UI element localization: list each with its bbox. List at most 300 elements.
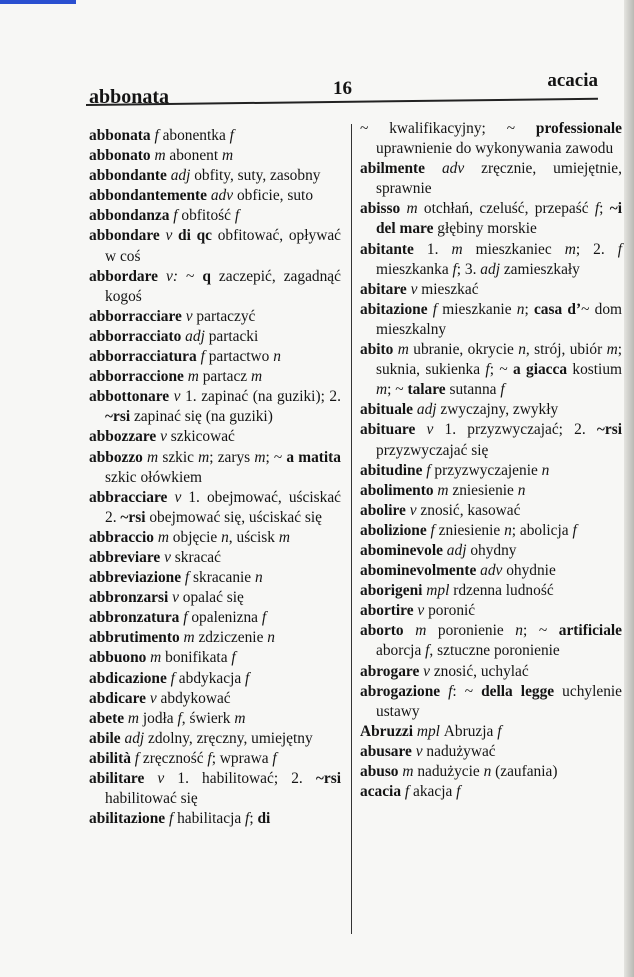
entry-translation: zdziczenie <box>198 629 268 647</box>
dictionary-entry <box>360 420 622 460</box>
entry-translation: szkicować <box>170 428 235 446</box>
entry-grammar-label: f <box>234 207 240 225</box>
dictionary-entry <box>360 501 622 521</box>
entry-translation: skracać <box>174 548 221 566</box>
dictionary-entry <box>89 267 341 307</box>
entry-grammar-label: m <box>157 528 173 546</box>
dictionary-entry <box>89 166 341 186</box>
entry-translation: 1. <box>426 240 452 258</box>
entry-grammar-label: m <box>198 448 210 466</box>
entry-headword: abdicare <box>89 689 150 707</box>
entry-grammar-label: n <box>267 629 275 647</box>
entry-grammar-label: f <box>456 783 461 801</box>
right-column <box>360 119 622 802</box>
entry-translation: aborcja <box>376 642 426 660</box>
dictionary-entry <box>360 159 622 199</box>
entry-translation: mieszkanie <box>442 300 517 318</box>
entry-phrase: della legge <box>481 682 563 700</box>
entry-phrase: q <box>202 267 219 285</box>
column-divider <box>351 124 352 934</box>
entry-headword: abbonato <box>89 147 155 165</box>
entry-grammar-label: adj <box>185 327 209 345</box>
entry-translation: , sztuczne poronienie <box>429 642 560 660</box>
entry-headword: abrogare <box>360 662 424 680</box>
entry-translation: obfitość <box>181 207 235 225</box>
entry-grammar-label: f <box>426 461 435 479</box>
entry-headword: abbonata <box>89 127 155 144</box>
entry-grammar-label: f <box>245 669 250 687</box>
entry-translation: ; <box>524 300 534 318</box>
entry-grammar-label: m <box>150 649 166 667</box>
dictionary-entry <box>360 541 622 561</box>
entry-grammar-label: v <box>165 227 179 245</box>
entry-grammar-label: m <box>415 622 438 640</box>
entry-translation: (zaufania) <box>495 763 558 780</box>
entry-grammar-label: f <box>432 300 443 318</box>
entry-translation: abonentka <box>162 127 230 144</box>
entry-headword: abituare <box>360 421 427 439</box>
entry-phrase: ~rsi <box>120 508 150 526</box>
entry-grammar-label: f <box>168 810 178 828</box>
entry-grammar-label: f <box>572 521 577 539</box>
entry-grammar-label: v <box>423 662 434 680</box>
entry-grammar-label: f <box>170 669 179 687</box>
entry-headword: abbracciare <box>89 488 175 506</box>
entry-headword: abrogazione <box>360 682 449 700</box>
dictionary-entry <box>360 722 622 742</box>
entry-headword: aborto <box>360 622 416 640</box>
dictionary-entry <box>360 601 622 621</box>
entry-headword: abitazione <box>360 300 433 318</box>
dictionary-entry <box>360 782 622 802</box>
entry-translation: obficie, suto <box>236 187 314 205</box>
entry-headword: abbronzarsi <box>89 589 173 607</box>
entry-headword: abbraccio <box>89 528 158 546</box>
entry-grammar-label: m <box>187 368 203 386</box>
dictionary-entry <box>89 749 341 769</box>
entry-grammar-label: f <box>183 609 192 627</box>
entry-translation: ; <box>599 200 610 218</box>
page-edge-shadow <box>624 0 634 977</box>
entry-translation: poronić <box>428 602 476 620</box>
entry-translation: partacz <box>202 368 251 386</box>
entry-grammar-label: mpl <box>426 582 454 600</box>
entry-phrase: casa d’ <box>533 300 582 318</box>
entry-grammar-label: f <box>430 521 439 539</box>
entry-translation: zniesienie <box>438 521 505 539</box>
entry-headword: abitante <box>360 240 427 258</box>
dictionary-entry <box>89 146 341 166</box>
dictionary-entry <box>89 709 341 729</box>
dictionary-entry <box>89 628 341 648</box>
entry-translation: abonent <box>169 147 222 165</box>
entry-grammar-label: m <box>154 147 170 165</box>
entry-grammar-label: f <box>134 749 143 767</box>
entry-grammar-label: m <box>221 147 234 165</box>
dictionary-entry <box>89 126 341 146</box>
dictionary-entry <box>89 226 341 266</box>
entry-grammar-label: m <box>183 629 199 647</box>
entry-grammar-label: n <box>221 528 229 546</box>
dictionary-entry <box>89 186 341 206</box>
entry-translation: , świerk <box>181 709 235 727</box>
entry-phrase: ~rsi <box>596 421 622 439</box>
entry-grammar-label: f <box>173 207 182 225</box>
entry-grammar-label: adj <box>480 260 504 278</box>
entry-grammar-label: v <box>409 501 421 519</box>
entry-translation: ; <box>249 810 258 828</box>
entry-headword: abbondante <box>89 167 171 185</box>
entry-grammar-label: m <box>278 528 290 546</box>
entry-translation: obfity, suty, zasobny <box>194 167 321 185</box>
dictionary-entry <box>89 669 341 689</box>
dictionary-entry <box>360 340 622 400</box>
entry-grammar-label: f <box>404 783 413 801</box>
entry-translation: znosić, kasować <box>420 501 521 519</box>
entry-translation: kostium <box>572 361 622 379</box>
entry-grammar-label: f <box>261 609 267 627</box>
entry-headword: abitare <box>360 280 411 298</box>
entry-grammar-label: v <box>172 589 183 607</box>
entry-translation: akacja <box>413 783 457 801</box>
entry-headword: abominevole <box>360 541 447 559</box>
entry-headword: abete <box>89 709 128 727</box>
entry-grammar-label: adv <box>210 187 237 205</box>
entry-translation: sutanna <box>449 381 501 399</box>
entry-grammar-label: v <box>173 388 186 406</box>
entry-translation: ; abolicja <box>511 521 573 539</box>
entry-headword: abilmente <box>360 160 442 178</box>
entry-grammar-label: v <box>164 548 175 566</box>
entry-grammar-label: m <box>606 341 618 359</box>
entry-translation: habilitować się <box>105 790 198 808</box>
entry-headword: abolire <box>360 501 410 519</box>
entry-phrase: professionale <box>535 120 622 137</box>
entry-translation: , uścisk <box>228 528 279 546</box>
entry-headword: abortire <box>360 602 418 620</box>
dictionary-entry <box>89 689 341 709</box>
dictionary-entry <box>89 528 341 548</box>
entry-phrase: ~rsi <box>105 408 134 426</box>
entry-translation: przyzwyczajać się <box>376 441 489 459</box>
top-edge-mark <box>0 0 76 4</box>
entry-headword: abbrutimento <box>89 629 184 647</box>
entry-translation: zamieszkały <box>503 260 580 278</box>
entry-headword: abborracciatura <box>89 348 201 366</box>
dictionary-entry <box>89 568 341 588</box>
entry-phrase: ~i del mare <box>376 200 622 238</box>
entry-translation: głębiny morskie <box>437 220 537 238</box>
entry-grammar-label: f <box>272 749 277 767</box>
entry-grammar-label: f <box>485 361 490 379</box>
entry-grammar-label: m <box>251 368 263 386</box>
dictionary-entry <box>360 742 622 762</box>
entry-headword: abolimento <box>360 481 438 499</box>
entry-translation: nadużywać <box>426 742 496 760</box>
dictionary-entry <box>360 561 622 581</box>
entry-grammar-label: v <box>149 689 161 707</box>
dictionary-entry <box>360 762 622 782</box>
entry-grammar-label: m <box>451 240 476 258</box>
entry-grammar-label: f <box>231 649 236 667</box>
dictionary-entry <box>360 240 622 280</box>
entry-translation: opalać się <box>182 589 244 607</box>
entry-translation: uchylenie ustawy <box>376 682 622 720</box>
dictionary-entry <box>360 119 622 159</box>
dictionary-entry <box>89 729 341 749</box>
entry-headword: abbordare <box>89 267 166 285</box>
dictionary-entry <box>360 400 622 420</box>
entry-grammar-label: f <box>594 200 600 218</box>
entry-translation: szkic <box>162 448 199 466</box>
dictionary-entry <box>89 809 341 829</box>
entry-translation: ~ dom mieszkalny <box>376 300 623 338</box>
entry-translation: zniesienie <box>452 481 518 499</box>
entry-headword: abisso <box>360 200 407 218</box>
entry-grammar-label: v: <box>166 267 186 285</box>
entry-phrase: a matita <box>286 448 341 466</box>
entry-translation: poronienie <box>437 622 516 640</box>
entry-translation: ohydny <box>470 541 517 559</box>
entry-headword: abborraccione <box>89 368 188 386</box>
entry-translation: 1. przyzwyczajać; 2. <box>444 421 597 439</box>
entry-translation: ; 3. <box>456 260 481 278</box>
entry-grammar-label: n <box>541 461 550 479</box>
entry-headword: abitudine <box>360 461 427 479</box>
entry-phrase: di qc <box>178 227 218 245</box>
entry-translation: bonifikata <box>165 649 232 667</box>
entry-headword: abuso <box>360 763 403 780</box>
entry-headword: abbuono <box>89 649 151 667</box>
entry-grammar-label: v <box>185 307 197 325</box>
entry-headword: abito <box>360 341 398 359</box>
entry-grammar-label: adv <box>441 160 482 178</box>
entry-translation: ; zarys <box>209 448 255 466</box>
entry-grammar-label: f <box>448 682 453 700</box>
dictionary-entry <box>89 488 341 528</box>
entry-phrase: a giacca <box>512 361 573 379</box>
entry-translation: Abruzja <box>443 722 498 740</box>
entry-headword: acacia <box>360 783 405 801</box>
entry-headword: abbondantemente <box>89 187 211 205</box>
entry-translation: ubranie, okrycie <box>413 341 519 359</box>
entry-headword: abituale <box>360 401 417 419</box>
entry-translation: mieszkanka <box>376 260 453 278</box>
entry-headword: abominevolmente <box>360 562 481 580</box>
dictionary-entry <box>89 327 341 347</box>
entry-translation: partactwo <box>208 348 274 366</box>
entry-translation: 1. habilitować; 2. <box>177 770 316 787</box>
entry-headword: abusare <box>360 742 416 760</box>
entry-translation: otchłań, czeluść, przepaść <box>423 200 595 218</box>
entry-grammar-label: v <box>157 770 178 787</box>
entry-headword: abbondare <box>89 227 166 245</box>
page-number: 16 <box>333 78 352 99</box>
entry-translation: : ~ <box>452 682 482 700</box>
dictionary-entry <box>89 347 341 367</box>
entry-phrase: di <box>257 810 271 828</box>
entry-headword: abilitare <box>89 770 158 787</box>
entry-translation: nadużycie <box>417 763 484 780</box>
header-first-word: abbonata <box>89 86 170 108</box>
entry-headword: abile <box>89 729 125 747</box>
entry-translation: zręcznie, umiejętnie, sprawnie <box>376 160 622 198</box>
entry-grammar-label: adj <box>446 541 471 559</box>
entry-grammar-label: m <box>254 448 266 466</box>
entry-grammar-label: m <box>437 481 453 499</box>
entry-translation: obejmować się, uściskać się <box>149 508 323 526</box>
entry-headword: abbreviare <box>89 548 165 566</box>
entry-translation: ; ~ <box>523 622 559 640</box>
entry-headword: abbozzo <box>89 448 148 466</box>
entry-grammar-label: n <box>273 348 281 366</box>
entry-translation: ; suknia, sukienka <box>376 341 623 379</box>
entry-grammar-label: f <box>497 722 502 740</box>
dictionary-entry <box>89 206 341 226</box>
entry-translation: zręczność <box>142 749 208 767</box>
entry-headword: abilitazione <box>89 810 169 828</box>
entry-grammar-label: f <box>617 240 623 258</box>
entry-translation: zapinać się (na guziki) <box>133 408 273 426</box>
entry-grammar-label: m <box>397 341 414 359</box>
entry-headword: aborigeni <box>360 582 427 600</box>
dictionary-entry <box>89 307 341 327</box>
entry-headword: abolizione <box>360 521 431 539</box>
entry-grammar-label: n <box>515 622 523 640</box>
entry-phrase: artificiale <box>558 622 623 640</box>
dictionary-entry <box>360 521 622 541</box>
entry-headword: abborracciato <box>89 327 186 345</box>
entry-translation: mieszkaniec <box>475 240 565 258</box>
entry-translation: mieszkać <box>421 280 479 298</box>
entry-translation: skracanie <box>193 569 255 587</box>
entry-translation: ~ kwalifikacyjny; ~ <box>360 120 536 137</box>
dictionary-entry <box>89 769 341 809</box>
entry-grammar-label: f <box>229 127 234 144</box>
entry-grammar-label: n <box>483 763 496 780</box>
entry-phrase: ~rsi <box>315 770 342 787</box>
entry-translation: habilitacja <box>177 810 246 828</box>
dictionary-entry <box>360 662 622 682</box>
entry-grammar-label: m <box>147 448 163 466</box>
entry-headword: abbottonare <box>89 388 174 406</box>
entry-grammar-label: adj <box>170 167 195 185</box>
entry-grammar-label: n <box>504 521 512 539</box>
entry-grammar-label: f <box>245 810 250 828</box>
entry-headword: abilità <box>89 749 135 767</box>
entry-translation: 1. zapinać (na guziki); 2. <box>185 388 341 406</box>
entry-translation: szkic ołówkiem <box>105 468 203 486</box>
entry-headword: abbreviazione <box>89 569 185 587</box>
dictionary-entry <box>360 481 622 501</box>
header-last-word: acacia <box>547 70 598 91</box>
entry-translation: 1. obejmować, uściskać 2. <box>105 488 341 526</box>
entry-grammar-label: v <box>410 280 422 298</box>
entry-translation: objęcie <box>172 528 222 546</box>
left-column <box>89 126 341 829</box>
dictionary-entry <box>360 621 622 661</box>
entry-translation: uprawnienie do wykonywania zawodu <box>376 140 614 158</box>
entry-grammar-label: adj <box>124 729 149 747</box>
entry-translation: jodła <box>142 709 178 727</box>
entry-grammar-label: m <box>406 200 424 218</box>
entry-translation: znosić, uchylać <box>433 662 529 680</box>
entry-grammar-label: v <box>426 421 445 439</box>
entry-grammar-label: adj <box>416 401 441 419</box>
dictionary-entry <box>89 648 341 668</box>
dictionary-entry <box>360 581 622 601</box>
entry-translation: przyzwyczajenie <box>434 461 542 479</box>
entry-translation: ; ~ <box>489 361 513 379</box>
entry-headword: Abruzzi <box>360 722 417 740</box>
entry-grammar-label: n <box>517 481 526 499</box>
entry-translation: ; ~ <box>387 381 408 399</box>
entry-grammar-label: n <box>516 300 525 318</box>
entry-grammar-label: m <box>402 763 418 780</box>
entry-grammar-label: v <box>415 742 427 760</box>
dictionary-entry <box>89 548 341 568</box>
entry-headword: abdicazione <box>89 669 171 687</box>
entry-grammar-label: f <box>200 348 209 366</box>
entry-phrase: talare <box>407 381 450 399</box>
entry-grammar-label: f <box>184 569 194 587</box>
entry-translation: partacki <box>208 327 259 345</box>
entry-grammar-label: adv <box>480 562 507 580</box>
dictionary-entry <box>89 427 341 447</box>
dictionary-entry <box>360 280 622 300</box>
dictionary-entry <box>360 300 622 340</box>
dictionary-entry <box>89 608 341 628</box>
entry-headword: abborracciare <box>89 307 186 325</box>
entry-grammar-label: f <box>500 381 505 399</box>
dictionary-entry <box>89 448 341 488</box>
dictionary-entry <box>360 461 622 481</box>
entry-translation: ; wprawa <box>211 749 273 767</box>
entry-headword: abbozzare <box>89 428 161 446</box>
entry-translation: ; ~ <box>265 448 287 466</box>
entry-translation: rdzenna ludność <box>453 582 554 600</box>
entry-translation: abdykować <box>160 689 231 707</box>
entry-translation: zdolny, zręczny, umiejętny <box>148 729 313 747</box>
entry-translation: obfitować, opływać w coś <box>105 227 341 265</box>
entry-translation: abdykacja <box>178 669 246 687</box>
entry-grammar-label: f <box>154 127 163 144</box>
entry-grammar-label: m <box>127 709 143 727</box>
dictionary-entry <box>360 199 622 239</box>
dictionary-entry <box>89 387 341 427</box>
entry-grammar-label: m <box>564 240 576 258</box>
dictionary-entry <box>89 588 341 608</box>
entry-grammar-label: f <box>452 260 457 278</box>
dictionary-entry <box>89 367 341 387</box>
entry-translation: zaczepić, zagadnąć kogoś <box>105 267 341 305</box>
entry-grammar-label: f <box>425 642 430 660</box>
entry-headword: abbondanza <box>89 207 174 225</box>
entry-translation: zwyczajny, zwykły <box>440 401 559 419</box>
entry-grammar-label: v <box>417 602 429 620</box>
entry-grammar-label: v <box>174 488 189 506</box>
entry-translation: ~ <box>185 267 203 285</box>
entry-grammar-label: v <box>160 428 171 446</box>
entry-grammar-label: f <box>207 749 212 767</box>
entry-grammar-label: mpl <box>416 722 444 740</box>
entry-headword: abbronzatura <box>89 609 184 627</box>
entry-translation: , strój, ubiór <box>525 341 607 359</box>
entry-grammar-label: m <box>376 381 388 399</box>
entry-grammar-label: m <box>234 709 246 727</box>
entry-translation: partaczyć <box>196 307 256 325</box>
entry-translation: ; 2. <box>575 240 618 258</box>
